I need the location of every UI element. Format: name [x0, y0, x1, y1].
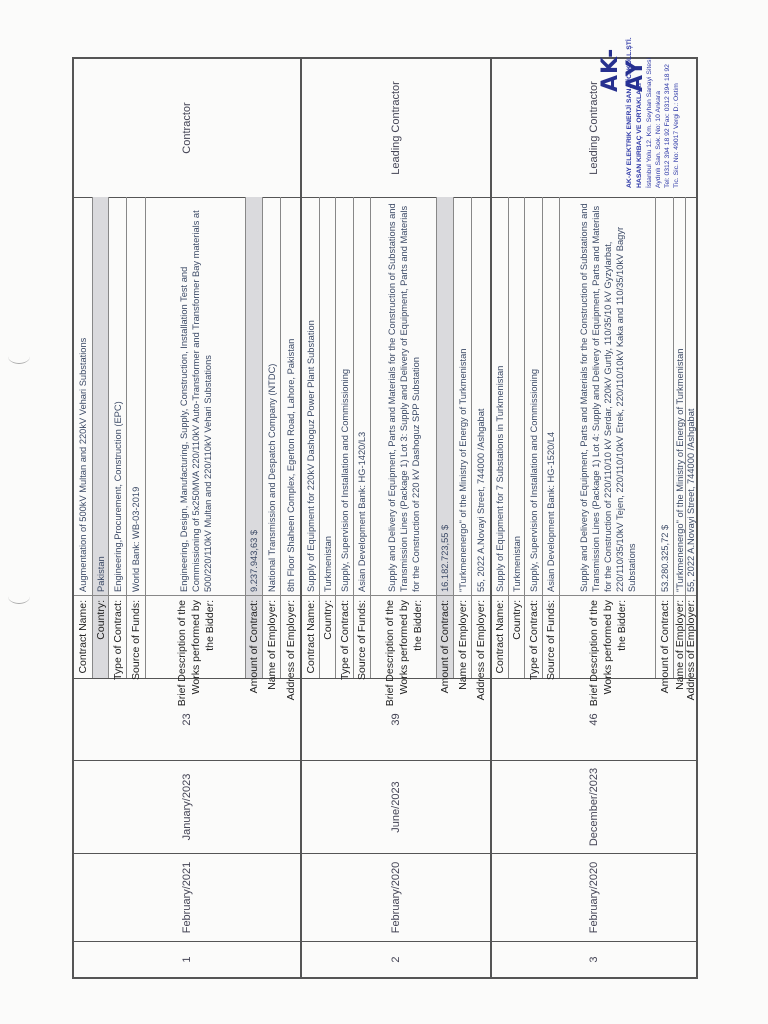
row-number: 3	[492, 941, 696, 977]
row-number: 1	[74, 941, 300, 977]
address-line: Address of Employer: 8th Floor Shaheen Complex, Egerton Road, Lahore, Pakistan	[281, 197, 300, 678]
source-of-funds: Asian Development Bank: HG-1520/L4	[543, 201, 559, 596]
stamp-line: Tel: 0312 394 18 92 Fax: 0312 394 18 92	[664, 64, 671, 188]
country: Pakistan	[93, 201, 108, 596]
contract-details	[74, 197, 300, 707]
contract-type: Engineering,Procurement, Construction (EPC)	[109, 201, 126, 596]
source-of-funds: World Bank: WB-03-2019	[127, 201, 145, 596]
work-description: Engineering, Design, Manufacturing, Supply, Construction, Installation Test and Commissioning of 5x250MVA 220/110kV Auto-Transformer and Transformer Bay materials at 500/220/110kV Multan and 220/110kV Vehari Substations	[146, 201, 245, 596]
country-line: Country: Turkmenistan	[320, 197, 336, 678]
stamp-line: HASAN KIRBAÇ VE ORTAKLARI	[636, 83, 643, 188]
role: Leading Contractor	[588, 81, 600, 175]
employer-address: 55, 2022 A.Novayi Street, 744000 /Ashgabat	[686, 201, 696, 596]
start-date: February/2020	[492, 853, 696, 941]
stamp-line: İstanbul Yolu 12. Km. Seyhan Sanayi Sitesi	[646, 58, 653, 188]
source-of-funds: Asian Development Bank: HG-1420/L3	[354, 201, 370, 596]
amount-line: Amount of Contract: 9.237.943,63 $	[246, 197, 263, 678]
address-line: Address of Employer: 55, 2022 A.Novayi Street, 744000 /Ashgabat	[472, 197, 490, 678]
role: Contractor	[181, 102, 193, 154]
end-date: June/2023	[302, 760, 490, 853]
table-row	[74, 59, 302, 977]
stamp-line: Aydınlı San. Sok. No: 10 Ankara	[655, 91, 662, 188]
table-row	[492, 59, 696, 977]
employer-name: "Turkmenenergo" of the Ministry of Energy of Turkmenistan	[674, 201, 685, 596]
participation-percent: 23	[74, 678, 300, 760]
company-stamp	[590, 18, 690, 188]
address-line: Address of Employer: 55, 2022 A.Novayi Street, 744000 /Ashgabat	[686, 197, 696, 678]
role: Leading Contractor	[390, 81, 402, 175]
amount-line: Amount of Contract: 16.182.723,55 $	[437, 197, 454, 678]
employer-line: Name of Employer: "Turkmenenergo" of the Ministry of Energy of Turkmenistan	[674, 197, 686, 678]
stamp-line: AK-AY ELEKTRIK ENERJİ SAN. TİC. KOLL.ŞTİ.	[626, 37, 633, 188]
employer-name: "Turkmenenergo" of the Ministry of Energy of Turkmenistan	[454, 201, 471, 596]
contract-name-line: Contract Name: Augmentation of 500kV Multan and 220kV Vehari Substations	[74, 197, 93, 678]
employer-line: Name of Employer: National Transmission and Despatch Company (NTDC)	[263, 197, 281, 678]
description-line: Brief Description of the Works performed by the Bidder: Supply and Delivery of Equipment, Parts and Materials for the Construction of Substations and Transmission Lines (Package 1) Lot 4: Supply and Delivery of Equipment, Parts and Materials for the Construction of 220/110/10 kV Serdar, 220kV Gurtly, 110/35/10 kV Gyzylarbat, 220/110/35/10kV Tejen, 220/110/10kV Etrek, 220/110/10kV Kaka and 110/35/10kV Bagyr Substations	[560, 197, 656, 678]
start-date: February/2020	[302, 853, 490, 941]
description-line: Brief Description of the Works performed by the Bidder: Engineering, Design, Manufacturing, Supply, Construction, Installation Test and Commissioning of 5x250MVA 220/110kV Auto-Transformer and Transformer Bay materials at 500/220/110kV Multan and 220/110kV Vehari Substations	[146, 197, 246, 678]
hole-punch-mark	[8, 589, 30, 604]
country: Turkmenistan	[320, 201, 335, 596]
contract-name: Augmentation of 500kV Multan and 220kV Vehari Substations	[74, 201, 92, 596]
contract-details	[302, 197, 490, 707]
type-line: Type of Contract: Supply, Supervision of Installation and Commissioning	[336, 197, 354, 678]
contract-amount: 9.237.943,63 $	[246, 201, 262, 596]
contract-amount: 16.182.723,55 $	[437, 201, 453, 596]
work-description: Supply and Delivery of Equipment, Parts and Materials for the Construction of Substations and Transmission Lines (Package 1) Lot 4: Supply and Delivery of Equipment, Parts and Materials for the Construction of 220/110/10 kV Serdar, 220kV Gurtly, 110/35/10 kV Gyzylarbat, 220/110/35/10kV Tejen, 220/110/10kV Etrek, 220/110/10kV Kaka and 110/35/10kV Bagyr Substations	[560, 201, 655, 596]
experience-table	[72, 57, 698, 979]
country-line: Country: Pakistan	[93, 197, 109, 678]
hole-punch-mark	[8, 349, 30, 364]
country-line: Country: Turkmenistan	[509, 197, 525, 678]
employer-address: 55, 2022 A.Novayi Street, 744000 /Ashgabat	[472, 201, 490, 596]
country: Turkmenistan	[509, 201, 524, 596]
stamp-line: Tic. Sic. No: 49017 Vergi D.: Ostim	[673, 83, 680, 188]
contract-name: Supply of Equipment for 220kV Dashoguz Power Plant Substation	[302, 201, 319, 596]
row-number: 2	[302, 941, 490, 977]
contract-name-line: Contract Name: Supply of Equipment for 220kV Dashoguz Power Plant Substation	[302, 197, 320, 678]
table-row	[302, 59, 492, 977]
funds-line: Source of Funds: World Bank: WB-03-2019	[127, 197, 146, 678]
funds-line: Source of Funds: Asian Development Bank: HG-1520/L4	[543, 197, 560, 678]
employer-name: National Transmission and Despatch Company (NTDC)	[263, 201, 280, 596]
work-description: Supply and Delivery of Equipment, Parts and Materials for the Construction of Substations and Transmission Lines (Package 1) Lot 3: Supply and Delivery of Equipment, Parts and Materials for the Construction of 220 kV Dashoguz SPP Substation	[371, 201, 436, 596]
type-line: Type of Contract: Supply, Supervision of Installation and Commissioning	[525, 197, 543, 678]
amount-line: Amount of Contract: 53.280.325,72 $	[656, 197, 674, 678]
contract-type: Supply, Supervision of Installation and Commissioning	[336, 201, 353, 596]
contract-type: Supply, Supervision of Installation and Commissioning	[525, 201, 542, 596]
employer-address: 8th Floor Shaheen Complex, Egerton Road, Lahore, Pakistan	[281, 201, 300, 596]
company-logo: AK-AY	[598, 47, 648, 92]
end-date: December/2023	[492, 760, 696, 853]
contract-details	[492, 197, 697, 707]
employer-line: Name of Employer: "Turkmenenergo" of the Ministry of Energy of Turkmenistan	[454, 197, 472, 678]
description-line: Brief Description of the Works performed by the Bidder: Supply and Delivery of Equipment, Parts and Materials for the Construction of Substations and Transmission Lines (Package 1) Lot 3: Supply and Delivery of Equipment, Parts and Materials for the Construction of 220 kV Dashoguz SPP Substation	[371, 197, 437, 678]
participation-percent: 46	[492, 678, 696, 760]
contract-name: Supply of Equipment for 7 Substations in Turkmenistan	[492, 201, 508, 596]
contract-amount: 53.280.325,72 $	[656, 201, 673, 596]
funds-line: Source of Funds: Asian Development Bank: HG-1420/L3	[354, 197, 371, 678]
end-date: January/2023	[74, 760, 300, 853]
start-date: February/2021	[74, 853, 300, 941]
contract-name-line: Contract Name: Supply of Equipment for 7 Substations in Turkmenistan	[492, 197, 509, 678]
participation-percent: 39	[302, 678, 490, 760]
type-line: Type of Contract: Engineering,Procurement, Construction (EPC)	[109, 197, 127, 678]
